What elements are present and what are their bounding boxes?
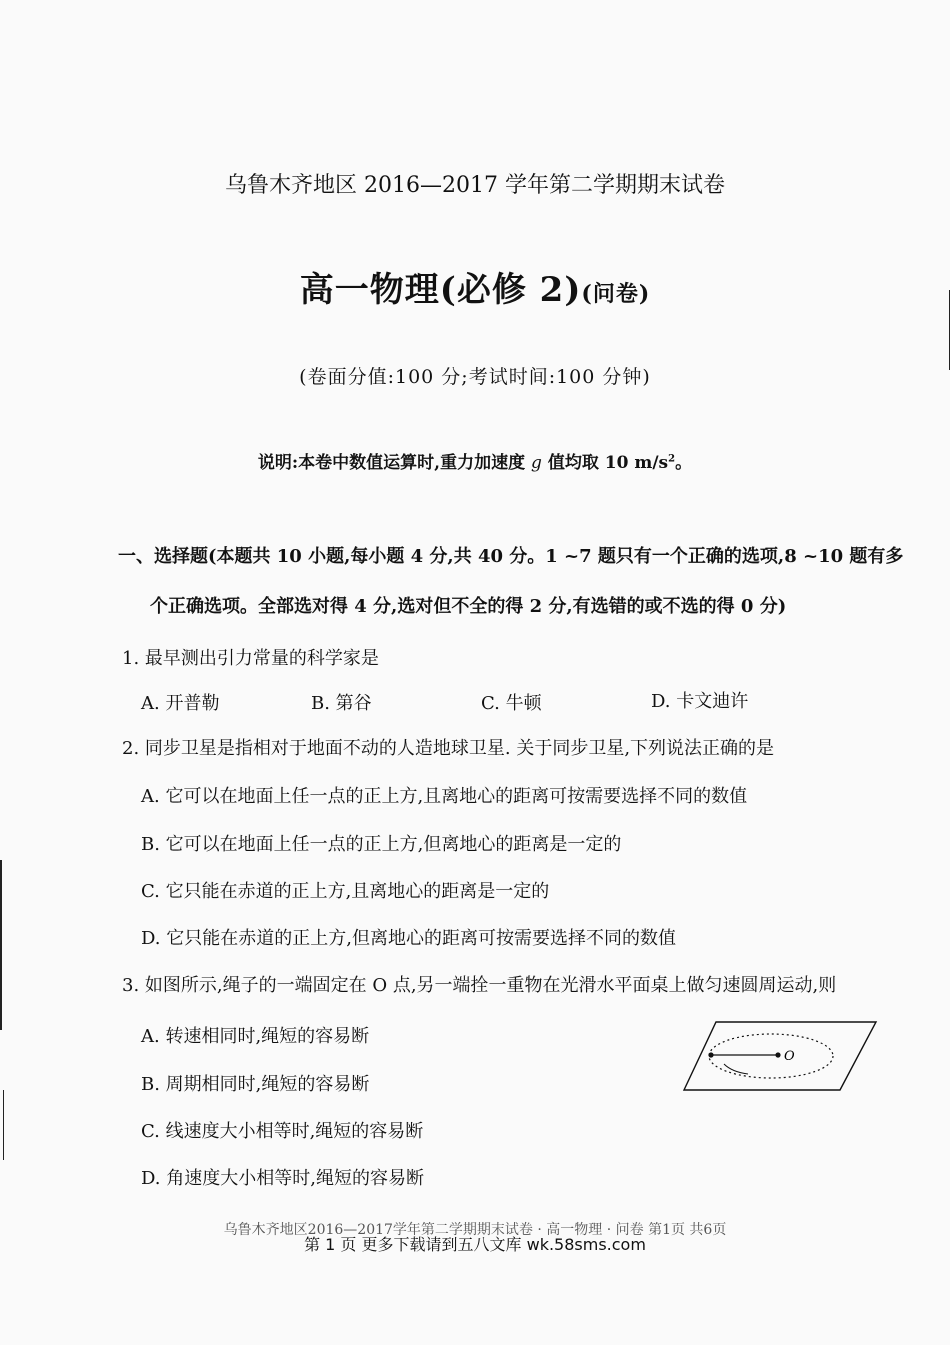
note-suffix: 值均取 10 m/s [547, 453, 669, 473]
download-link[interactable]: 第 1 页 更多下载请到五八文库 wk.58sms.com [304, 1235, 646, 1254]
point-o-label: O [784, 1049, 795, 1064]
score-info: (卷面分值:100 分;考试时间:100 分钟) [299, 366, 651, 388]
question-3-option-d: D. 角速度大小相等时,绳短的容易断 [141, 1168, 424, 1189]
note [0, 448, 950, 473]
section-heading-cont: 个正确选项。全部选对得 4 分,选对但不全的得 2 分,有选错的或不选的得 0 分) [150, 596, 787, 617]
question-1-stem: 1. 最早测出引力常量的科学家是 [122, 648, 379, 669]
gravity-symbol: g [531, 453, 542, 473]
question-1-option-d: D. 卡文迪许 [651, 691, 749, 712]
question-2-option-c: C. 它只能在赤道的正上方,且离地心的距离是一定的 [141, 881, 550, 902]
question-1-option-c: C. 牛顿 [481, 693, 542, 714]
question-2-stem: 2. 同步卫星是指相对于地面不动的人造地球卫星. 关于同步卫星,下列说法正确的是 [122, 738, 775, 759]
question-3-option-c: C. 线速度大小相等时,绳短的容易断 [141, 1121, 424, 1142]
question-3-stem: 3. 如图所示,绳子的一端固定在 O 点,另一端拴一重物在光滑水平面桌上做匀速圆周运动,则 [122, 975, 837, 996]
question-2-option-b: B. 它可以在地面上任一点的正上方,但离地心的距离是一定的 [141, 834, 622, 855]
question-1-option-b: B. 第谷 [311, 693, 372, 714]
section-heading: 一、选择题(本题共 10 小题,每小题 4 分,共 40 分。1 ~7 题只有一个正确的选项,8 ~10 题有多 [118, 546, 904, 567]
question-2-option-d: D. 它只能在赤道的正上方,但离地心的距离可按需要选择不同的数值 [141, 928, 676, 949]
note-end: 。 [675, 453, 693, 473]
note-prefix: 说明:本卷中数值运算时,重力加速度 [257, 453, 526, 473]
question-2-option-a: A. 它可以在地面上任一点的正上方,且离地心的距离可按需要选择不同的数值 [141, 786, 748, 807]
scan-edge-mark [3, 1090, 4, 1160]
scan-edge-mark [0, 860, 2, 1030]
exam-header: 乌鲁木齐地区 2016—2017 学年第二学期期末试卷 [225, 173, 725, 198]
page-title [0, 262, 950, 311]
question-3-option-a: A. 转速相同时,绳短的容易断 [141, 1026, 370, 1047]
title-suffix: (问卷) [581, 281, 651, 307]
page-footer: 乌鲁木齐地区2016—2017学年第二学期期末试卷 · 高一物理 · 问卷 第1页 共6页 [223, 1222, 727, 1238]
circular-motion-figure [680, 1018, 880, 1096]
weight-object [708, 1052, 713, 1057]
pivot-point [775, 1052, 780, 1057]
circular-path [709, 1034, 833, 1078]
question-1-option-a: A. 开普勒 [141, 693, 220, 714]
motion-arrow [724, 1064, 748, 1074]
note-exponent: 2 [668, 453, 676, 465]
title-text: 高一物理(必修 2) [299, 270, 582, 310]
question-3-option-b: B. 周期相同时,绳短的容易断 [141, 1074, 370, 1095]
